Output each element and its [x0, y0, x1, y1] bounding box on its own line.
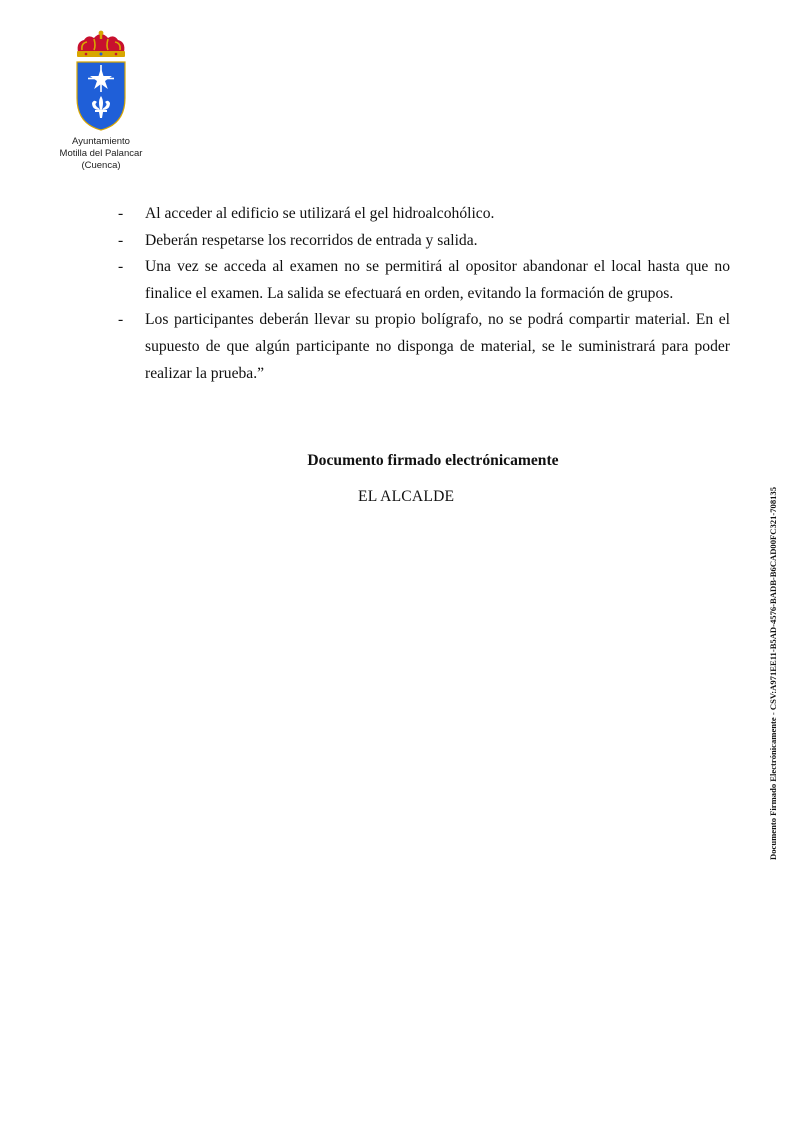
list-item — [118, 228, 730, 255]
coat-of-arms-icon — [72, 30, 130, 132]
list-item — [118, 201, 730, 228]
organization-name — [40, 136, 162, 172]
crown-icon — [77, 31, 125, 57]
bullet-dash: - — [118, 205, 124, 222]
signature-role: EL ALCALDE — [358, 488, 455, 505]
bullet-dash: - — [118, 311, 124, 329]
side-stamp-csv: CSV:A971EE11-B5AD-4576-BADB-B6CAD00FC321-708135 — [768, 486, 778, 711]
list-item-text: Deberán respetarse los recorridos de entrada y salida. — [145, 231, 478, 249]
side-stamp-label: Documento Firmado Electrónicamente — [768, 717, 778, 860]
side-stamp-separator: - — [768, 710, 778, 718]
side-verification-stamp — [768, 456, 778, 860]
list-item — [118, 307, 730, 387]
list-item — [118, 254, 730, 307]
list-item-text: Una vez se acceda al examen no se permitirá al opositor abandonar el local hasta que no finalice el examen. La salida se efectuará en orden, evitando la formación de grupos. — [145, 258, 730, 302]
bullet-dash: - — [118, 231, 124, 249]
bullet-dash: - — [118, 258, 124, 276]
org-line-1: Ayuntamiento — [72, 136, 130, 147]
signature-title: Documento firmado electrónicamente — [307, 452, 559, 469]
list-item-text: Los participantes deberán llevar su propio bolígrafo, no se podrá compartir material. En el supuesto de que algún participante no disponga de material, se le suministrará para poder realizar la prueba.” — [145, 311, 730, 382]
org-line-3: (Cuenca) — [81, 160, 121, 171]
list-item-text: Al acceder al edificio se utilizará el gel hidroalcohólico. — [145, 205, 495, 222]
bullet-list — [118, 201, 730, 387]
org-line-2: Motilla del Palancar — [59, 148, 143, 159]
